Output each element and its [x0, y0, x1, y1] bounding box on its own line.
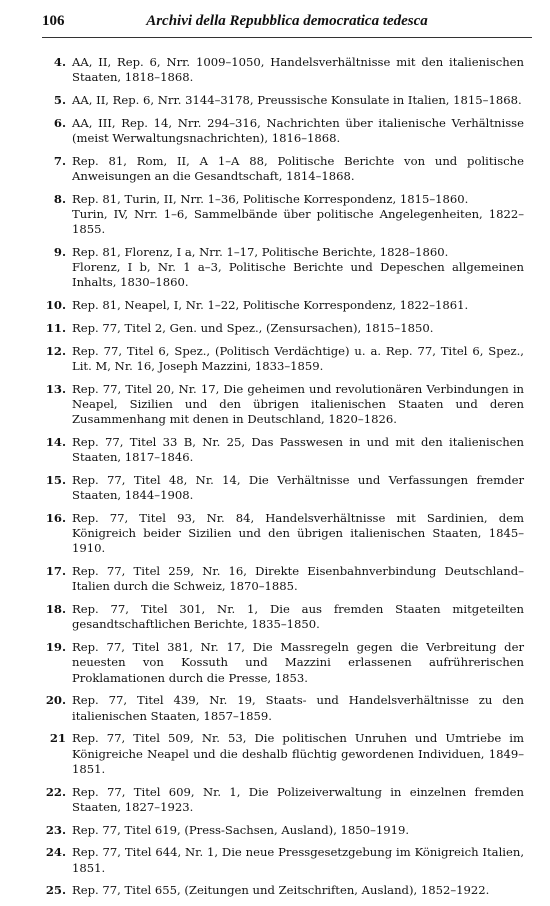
entry-number: 25. [45, 883, 66, 898]
entry-text [72, 845, 524, 875]
entry-number: 6. [53, 115, 66, 130]
entry-text [72, 883, 524, 898]
entry-line: Rep. 77, Titel 619, (Press-Sachsen, Ausland), 1850–1919. [72, 822, 410, 837]
entry-line: Rep. 77, Titel 509, Nr. 53, Die politischen Unruhen und Umtriebe im Königreiche Neapel und die deshalb flüchtig gewordenen Individuen, 1849–1851. [72, 731, 524, 776]
entry-number: 22. [45, 784, 66, 799]
archive-entry-list [42, 55, 524, 906]
entry-number: 24. [45, 845, 66, 860]
entry-text [72, 602, 524, 632]
list-item [42, 823, 524, 838]
entry-number: 5. [53, 93, 66, 107]
entry-line: Rep. 77, Titel 381, Nr. 17, Die Massregeln gegen die Verbreitung der neuesten von Kossuth und Mazzini erlassenen aufrührerischen Proklamationen durch die Presse, 1853. [72, 640, 524, 685]
list-item [42, 511, 524, 557]
entry-line: AA, II, Rep. 6, Nrr. 3144–3178, Preussische Konsulate in Italien, 1815–1868. [72, 93, 522, 107]
entry-line: Rep. 77, Titel 655, (Zeitungen und Zeitschriften, Ausland), 1852–1922. [72, 883, 490, 898]
list-item [42, 93, 524, 108]
list-item [42, 693, 524, 723]
entry-text [72, 511, 524, 557]
list-item [42, 435, 524, 465]
list-item [42, 845, 524, 875]
entry-line: Rep. 81, Neapel, I, Nr. 1–22, Politische Korrespondenz, 1822–1861. [72, 298, 469, 313]
entry-line: Rep. 81, Florenz, I a, Nrr. 1–17, Politische Berichte, 1828–1860. [72, 245, 449, 259]
entry-line: Rep. 77, Titel 2, Gen. und Spez., (Zensursachen), 1815–1850. [72, 321, 434, 335]
list-item [42, 321, 524, 336]
entry-line: Rep. 81, Rom, II, A 1–A 88, Politische Berichte von und politische Anweisungen an die Gesandtschaft, 1814–1868. [72, 153, 524, 183]
entry-line: AA, III, Rep. 14, Nrr. 294–316, Nachrichten über italienische Verhältnisse (meist Werwaltungsnachrichten), 1816–1868. [72, 115, 524, 145]
entry-text [72, 382, 524, 428]
entry-number: 14. [45, 435, 66, 449]
list-item [42, 785, 524, 815]
entry-line: Rep. 77, Titel 93, Nr. 84, Handelsverhältnisse mit Sardinien, dem Königreich beider Sizilien und den übrigen italienischen Staaten, 1845–1910. [72, 511, 524, 556]
list-item [42, 883, 524, 898]
entry-text [72, 93, 524, 108]
entry-text [72, 435, 524, 465]
page-number: 106 [42, 13, 65, 29]
list-item [42, 731, 524, 777]
entry-number: 9. [53, 245, 66, 259]
entry-line: Rep. 81, Turin, II, Nrr. 1–36, Politische Korrespondenz, 1815–1860. [72, 191, 469, 206]
page-header [42, 13, 532, 33]
entry-number: 10. [45, 298, 66, 313]
entry-text [72, 344, 524, 374]
entry-number: 15. [45, 473, 66, 487]
entry-line: Rep. 77, Titel 301, Nr. 1, Die aus fremden Staaten mitgeteilten gesandtschaftlichen Berichte, 1835–1850. [72, 602, 524, 632]
entry-number: 23. [45, 822, 66, 837]
entry-number: 20. [45, 693, 66, 708]
list-item [42, 192, 524, 238]
list-item [42, 382, 524, 428]
entry-number: 17. [45, 564, 66, 579]
entry-text [72, 785, 524, 815]
entry-text [72, 473, 524, 503]
entry-text [72, 192, 524, 238]
list-item [42, 154, 524, 184]
entry-number: 11. [45, 321, 66, 335]
entry-text [72, 55, 524, 85]
entry-text [72, 693, 524, 723]
entry-line: Turin, IV, Nrr. 1–6, Sammelbände über politische Angelegenheiten, 1822–1855. [72, 207, 524, 237]
entry-number: 8. [53, 191, 66, 206]
list-item [42, 473, 524, 503]
entry-line: Rep. 77, Titel 48, Nr. 14, Die Verhältnisse und Verfassungen fremder Staaten, 1844–1908. [72, 473, 524, 503]
entry-text [72, 245, 524, 291]
list-item [42, 640, 524, 686]
list-item [42, 344, 524, 374]
entry-line: Rep. 77, Titel 33 B, Nr. 25, Das Passwesen in und mit den italienischen Staaten, 1817–1846. [72, 435, 524, 465]
entry-number: 18. [45, 602, 66, 617]
entry-text [72, 321, 524, 336]
entry-line: Rep. 77, Titel 20, Nr. 17, Die geheimen und revolutionären Verbindungen in Neapel, Sizilien und den übrigen italienischen Staaten und deren Zusammenhang mit denen in Deutschland, 1820–1826. [72, 381, 524, 427]
list-item [42, 602, 524, 632]
entry-number: 16. [45, 511, 66, 525]
entry-line: AA, II, Rep. 6, Nrr. 1009–1050, Handelsverhältnisse mit den italienischen Staaten, 1818–1868. [72, 55, 524, 85]
entry-number: 12. [45, 343, 66, 358]
list-item [42, 245, 524, 291]
entry-number: 13. [45, 381, 66, 396]
entry-text [72, 823, 524, 838]
header-rule [42, 37, 532, 38]
entry-text [72, 731, 524, 777]
entry-text [72, 640, 524, 686]
list-item [42, 298, 524, 313]
list-item [42, 564, 524, 594]
running-title: Archivi della Repubblica democratica tedesca [146, 13, 428, 29]
list-item [42, 55, 524, 85]
entry-text [72, 564, 524, 594]
entry-line: Rep. 77, Titel 644, Nr. 1, Die neue Pressgesetzgebung im Königreich Italien, 1851. [72, 845, 524, 875]
list-item [42, 116, 524, 146]
entry-text [72, 116, 524, 146]
entry-text [72, 298, 524, 313]
entry-number: 7. [53, 153, 66, 168]
entry-number: 4. [53, 55, 66, 69]
entry-line: Rep. 77, Titel 439, Nr. 19, Staats- und Handelsverhältnisse zu den italienischen Staaten, 1857–1859. [72, 693, 524, 723]
entry-text [72, 154, 524, 184]
entry-line: Rep. 77, Titel 6, Spez., (Politisch Verdächtige) u. a. Rep. 77, Titel 6, Spez., Lit. M, Nr. 16, Joseph Mazzini, 1833–1859. [72, 343, 524, 373]
entry-number: 19. [45, 640, 66, 655]
entry-number: 21 [49, 731, 66, 746]
entry-line: Rep. 77, Titel 259, Nr. 16, Direkte Eisenbahnverbindung Deutschland–Italien durch die Schweiz, 1870–1885. [72, 564, 524, 594]
entry-line: Rep. 77, Titel 609, Nr. 1, Die Polizeiverwaltung in einzelnen fremden Staaten, 1827–1923. [72, 784, 524, 814]
entry-line: Florenz, I b, Nr. 1 a–3, Politische Berichte und Depeschen allgemeinen Inhalts, 1830–1860. [72, 260, 524, 290]
